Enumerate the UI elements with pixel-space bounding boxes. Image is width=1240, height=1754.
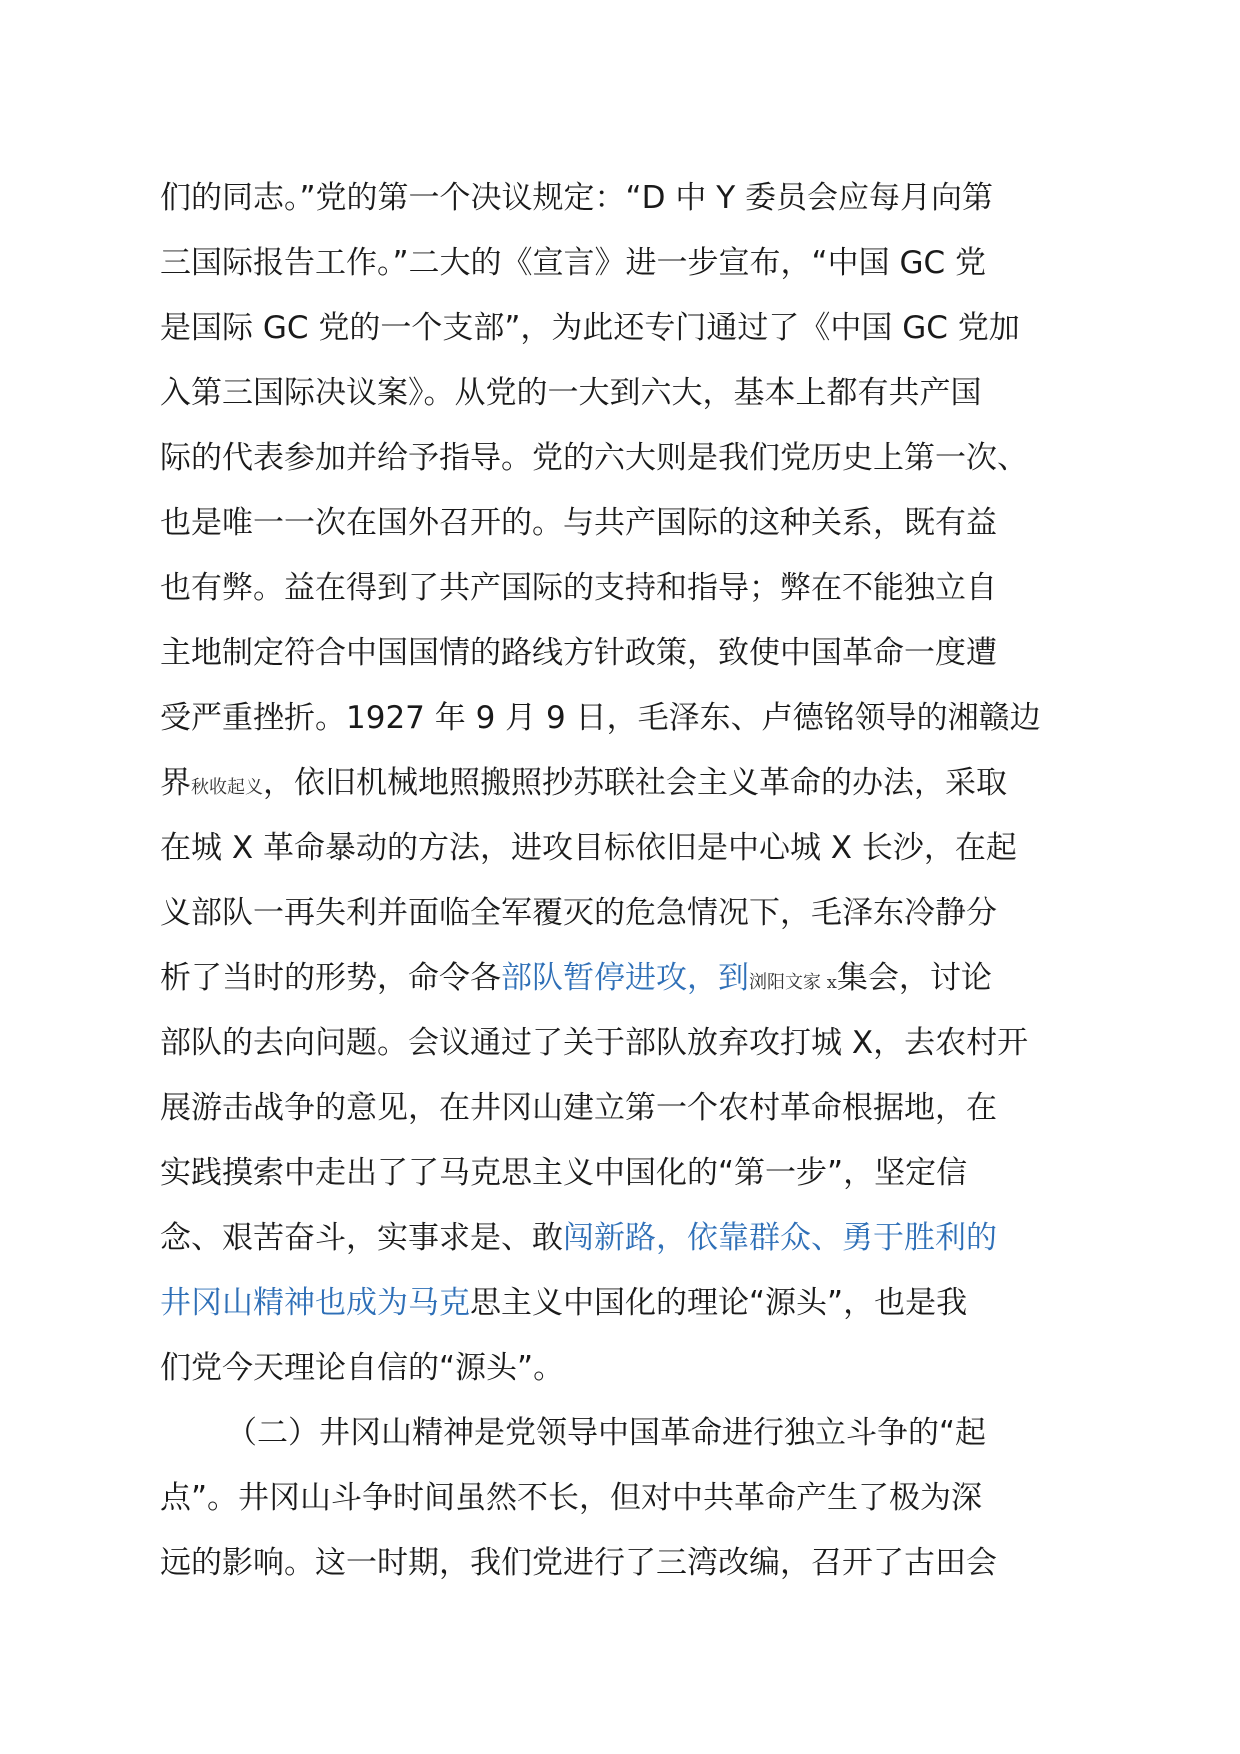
- text-span: 也有弊。益在得到了共产国际的支持和指导；弊在不能独立自: [160, 570, 997, 606]
- text-line: [160, 621, 1120, 686]
- text-span: 们的同志。”党的第一个决议规定：“D 中 Y 委员会应每月向第: [160, 180, 993, 216]
- text-line: [160, 426, 1120, 491]
- text-span: 界: [160, 765, 191, 801]
- text-span: 远的影响。这一时期，我们党进行了三湾改编，召开了古田会: [160, 1545, 997, 1581]
- text-span: 展游击战争的意见，在井冈山建立第一个农村革命根据地，在: [160, 1090, 997, 1126]
- section-heading-line: [160, 1401, 1120, 1466]
- text-line: [160, 1011, 1120, 1076]
- text-span: 们党今天理论自信的“源头”。: [160, 1350, 565, 1386]
- text-span: 入第三国际决议案》。从党的一大到六大，基本上都有共产国: [160, 375, 982, 411]
- text-line: [160, 751, 1120, 816]
- text-span: 也是唯一一次在国外召开的。与共产国际的这种关系，既有益: [160, 505, 997, 541]
- text-line: [160, 491, 1120, 556]
- text-span: 义部队一再失利并面临全军覆灭的危急情况下，毛泽东冷静分: [160, 895, 997, 931]
- text-line: [160, 816, 1120, 881]
- text-line: [160, 296, 1120, 361]
- text-span: 实践摸索中走出了了马克思主义中国化的“第一步”，坚定信: [160, 1155, 968, 1191]
- text-span: 思主义中国化的理论“源头”，也是我: [470, 1285, 968, 1321]
- text-line: [160, 1141, 1120, 1206]
- text-line: [160, 1531, 1120, 1596]
- link-text[interactable]: 井冈山精神也成为马克: [160, 1285, 470, 1321]
- text-line: [160, 231, 1120, 296]
- text-span: 际的代表参加并给予指导。党的六大则是我们党历史上第一次、: [160, 440, 1028, 476]
- text-line: [160, 686, 1120, 751]
- text-span: 受严重挫折。1927 年 9 月 9 日，毛泽东、卢德铭领导的湘赣边: [160, 700, 1041, 736]
- text-span: ，依旧机械地照搬照抄苏联社会主义革命的办法，采取: [263, 765, 1007, 801]
- text-span: 部队的去向问题。会议通过了关于部队放弃攻打城 X，去农村开: [160, 1025, 1029, 1061]
- link-text[interactable]: 部队暂停进攻，到: [501, 960, 749, 996]
- text-line: [160, 166, 1120, 231]
- link-text[interactable]: 闯新路，依靠群众、勇于胜利的: [563, 1220, 997, 1256]
- small-text-span: 秋收起义: [191, 777, 263, 798]
- text-span: 点”。井冈山斗争时间虽然不长，但对中共革命产生了极为深: [160, 1480, 983, 1516]
- document-body: [160, 166, 1120, 1596]
- text-line: [160, 1076, 1120, 1141]
- text-span: 三国际报告工作。”二大的《宣言》进一步宣布，“中国 GC 党: [160, 245, 986, 281]
- text-line: [160, 361, 1120, 426]
- small-text-span: 浏阳文家 x: [749, 972, 837, 993]
- text-span: （二）井冈山精神是党领导中国革命进行独立斗争的“起: [226, 1415, 987, 1451]
- text-span: 是国际 GC 党的一个支部”，为此还专门通过了《中国 GC 党加: [160, 310, 1020, 346]
- text-line: [160, 1466, 1120, 1531]
- text-span: 在城 X 革命暴动的方法，进攻目标依旧是中心城 X 长沙，在起: [160, 830, 1017, 866]
- text-span: 主地制定符合中国国情的路线方针政策，致使中国革命一度遭: [160, 635, 997, 671]
- text-span: 集会，讨论: [836, 960, 992, 996]
- text-line: [160, 1271, 1120, 1336]
- text-span: 析了当时的形势，命令各: [160, 960, 501, 996]
- text-span: 念、艰苦奋斗，实事求是、敢: [160, 1220, 563, 1256]
- text-line: [160, 1206, 1120, 1271]
- text-line: [160, 946, 1120, 1011]
- text-line: [160, 1336, 1120, 1401]
- text-line: [160, 556, 1120, 621]
- text-line: [160, 881, 1120, 946]
